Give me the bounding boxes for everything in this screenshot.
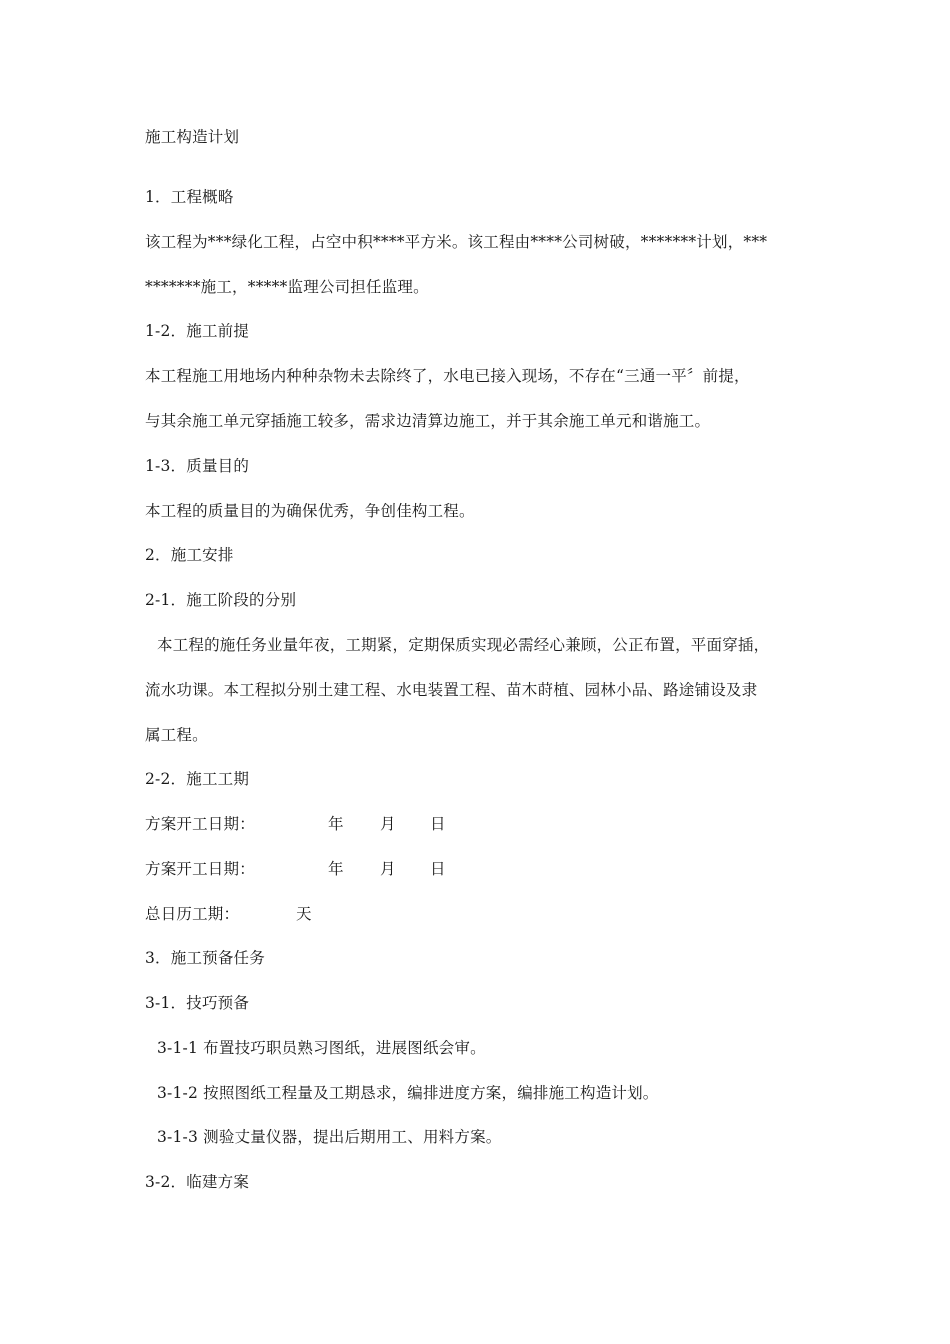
list-item: 3-1-3 测验丈量仪器，提出后期用工、用料方案。 bbox=[157, 1128, 502, 1146]
paragraph-line: 本工程的施任务业量年夜，工期紧，定期保质实现必需经心兼顾，公正布置，平面穿插， bbox=[157, 636, 770, 654]
section-3-heading: 3．施工预备任务 bbox=[145, 949, 265, 967]
paragraph-line: 属工程。 bbox=[145, 726, 208, 744]
list-item: 3-1-2 按照图纸工程量及工期恳求，编排进度方案，编排施工构造计划。 bbox=[157, 1084, 659, 1102]
schedule-label: 方案开工日期： bbox=[145, 860, 255, 878]
section-3-1-heading: 3-1．技巧预备 bbox=[145, 994, 250, 1012]
section-1-heading: 1．工程概略 bbox=[145, 188, 234, 206]
paragraph-line: 流水功课。本工程拟分别土建工程、水电装置工程、苗木莳植、园林小品、路途铺设及隶 bbox=[145, 681, 758, 699]
schedule-row-start-1 bbox=[145, 813, 465, 835]
schedule-total-label: 总日历工期： bbox=[145, 905, 240, 923]
paragraph-line: 本工程施工用地场内种种杂物未去除终了，水电已接入现场，不存在“三通一平〞前提， bbox=[145, 367, 750, 385]
days-unit-label: 天 bbox=[296, 905, 312, 923]
section-1-3-heading: 1-3．质量目的 bbox=[145, 457, 250, 475]
paragraph-line: 该工程为***绿化工程，占空中积****平方米。该工程由****公司树破，*******计划，*** bbox=[145, 233, 768, 251]
month-label: 月 bbox=[380, 815, 396, 833]
section-2-2-heading: 2-2．施工工期 bbox=[145, 770, 250, 788]
year-label: 年 bbox=[328, 860, 344, 878]
section-1-2-heading: 1-2．施工前提 bbox=[145, 322, 250, 340]
section-2-heading: 2．施工安排 bbox=[145, 546, 234, 564]
paragraph-line: *******施工，*****监理公司担任监理。 bbox=[145, 278, 429, 296]
section-2-1-heading: 2-1．施工阶段的分别 bbox=[145, 591, 297, 609]
schedule-row-start-2 bbox=[145, 858, 465, 880]
document-title: 施工构造计划 bbox=[145, 128, 240, 146]
paragraph-line: 与其余施工单元穿插施工较多，需求边清算边施工，并于其余施工单元和谐施工。 bbox=[145, 412, 711, 430]
month-label: 月 bbox=[380, 860, 396, 878]
paragraph-line: 本工程的质量目的为确保优秀，争创佳构工程。 bbox=[145, 502, 475, 520]
year-label: 年 bbox=[328, 815, 344, 833]
section-3-2-heading: 3-2．临建方案 bbox=[145, 1173, 250, 1191]
day-label: 日 bbox=[430, 815, 446, 833]
schedule-label: 方案开工日期： bbox=[145, 815, 255, 833]
list-item: 3-1-1 布置技巧职员熟习图纸，进展图纸会审。 bbox=[157, 1039, 486, 1057]
day-label: 日 bbox=[430, 860, 446, 878]
